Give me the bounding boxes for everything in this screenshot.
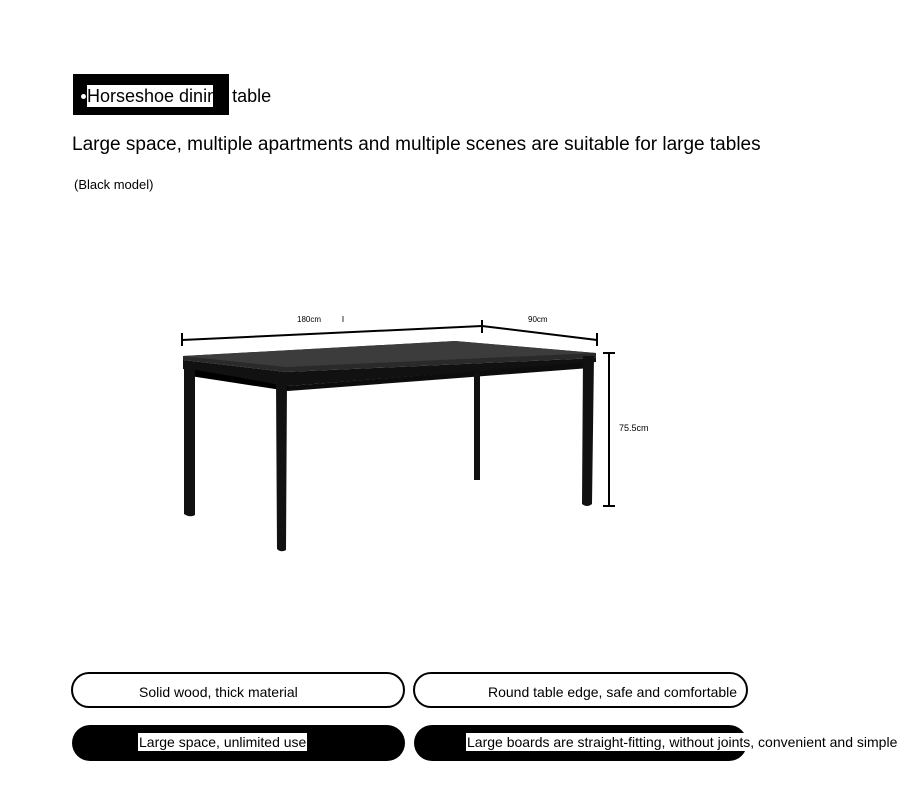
height-label: 75.5cm	[619, 423, 649, 433]
feature-pill-large-space	[72, 725, 405, 761]
feature-pill-large-boards	[414, 725, 898, 761]
model-note: (Black model)	[74, 177, 154, 192]
dining-table	[183, 341, 596, 551]
feature-label: Large boards are straight-fitting, without joints, convenient and simple	[467, 734, 898, 750]
feature-pill-solid-wood	[71, 672, 405, 708]
feature-label: Solid wood, thick material	[139, 684, 298, 700]
feature-label: Round table edge, safe and comfortable	[488, 684, 738, 700]
height-dimension-line	[603, 353, 615, 506]
length-label: 180cm	[297, 315, 322, 324]
product-subtitle: Large space, multiple apartments and multiple scenes are suitable for large tables	[72, 134, 761, 155]
product-title: Horseshoe dining table	[87, 86, 272, 106]
feature-pill-round-edge	[413, 672, 748, 708]
width-label: 90cm	[528, 315, 548, 324]
feature-label: Large space, unlimited use	[139, 734, 307, 750]
width-dimension-line	[482, 326, 597, 346]
